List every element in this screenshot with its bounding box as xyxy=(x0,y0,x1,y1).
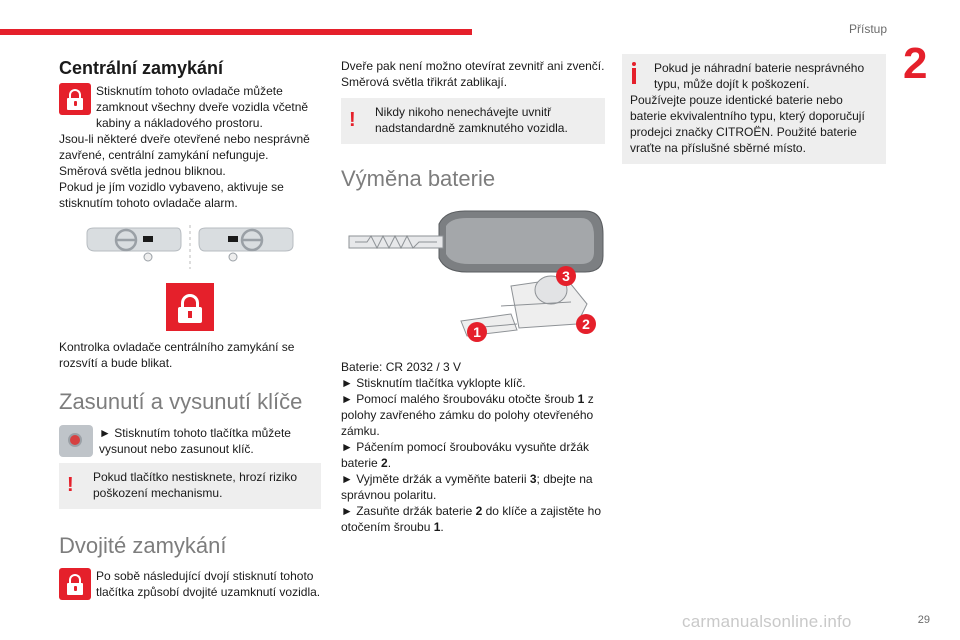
chapter-number: 2 xyxy=(903,39,928,88)
battery-step-5: ► Zasuňte držák baterie 2 do klíče a zajistěte ho otočením šroubu 1. xyxy=(341,504,602,535)
column-right xyxy=(622,54,886,164)
info-icon xyxy=(632,62,636,84)
lock-icon xyxy=(59,83,91,115)
lock-icon xyxy=(59,568,91,600)
key-insert-text: ► Stisknutím tohoto tlačítka můžete vysunout nebo zasunout klíč. xyxy=(99,426,291,457)
double-locking-continued-1: Dveře pak není možno otevírat zevnitř ani zvenčí. xyxy=(341,59,605,73)
column-left xyxy=(59,52,321,602)
battery-heading: Výměna baterie xyxy=(341,166,496,191)
warning-icon: ! xyxy=(67,474,74,497)
door-handles-illustration xyxy=(59,223,321,273)
warning-icon: ! xyxy=(349,109,356,131)
central-text-3: Směrová světla jednou bliknou. xyxy=(59,164,226,178)
section-name: Přístup xyxy=(848,22,887,36)
battery-info-text: Používejte pouze identické baterie nebo baterie ekvivalentního typu, který doporučují prodejci značky CITROËN. Použité baterie vraťte na příslušné sběrné místo. xyxy=(630,93,865,155)
watermark: carmanualsonline.info xyxy=(682,612,852,631)
page-number: 29 xyxy=(917,614,930,626)
svg-text:3: 3 xyxy=(562,268,570,285)
svg-text:1: 1 xyxy=(473,324,481,341)
header-accent-bar xyxy=(0,29,472,35)
central-locking-heading: Centrální zamykání xyxy=(59,58,224,78)
central-caption: Kontrolka ovladače centrálního zamykání se rozsvítí a bude blikat. xyxy=(59,340,295,370)
key-insert-warning: ! Pokud tlačítko nestisknete, hrozí riziko poškození mechanismu. xyxy=(59,463,321,509)
battery-info-note: Pokud je náhradní baterie nesprávného typu, může dojít k poškození. Používejte pouze identické baterie nebo baterie ekvivalentního typu, který doporučují prodejci značky CITROËN. Použité baterie vraťte na příslušné sběrné místo. xyxy=(622,54,886,164)
key-insert-heading: Zasunutí a vysunutí klíče xyxy=(59,389,303,414)
central-locking-warning-lamp xyxy=(166,283,214,331)
battery-step-3: ► Páčením pomocí šroubováku vysuňte držák baterie 2. xyxy=(341,440,589,471)
double-locking-continued-2: Směrová světla třikrát zablikají. xyxy=(341,75,508,89)
battery-step-2: ► Pomocí malého šroubováku otočte šroub 1 z polohy zavřeného zámku do polohy otevřeného zámku. xyxy=(341,392,594,439)
double-locking-text: Po sobě následující dvojí stisknutí tohoto tlačítka způsobí dvojité uzamknutí vozidla. xyxy=(96,568,321,599)
battery-step-4: ► Vyjměte držák a vyměňte baterii 3; dbejte na správnou polaritu. xyxy=(341,472,593,503)
key-battery-illustration xyxy=(341,206,605,351)
central-text-1: Stisknutím tohoto ovladače můžete zamknout všechny dveře vozidla včetně kabiny a nákladového prostoru. xyxy=(96,84,309,130)
central-text-4: Pokud je jím vozidlo vybaveno, aktivuje se stisknutím tohoto ovladače alarm. xyxy=(59,180,284,210)
column-middle xyxy=(341,58,605,535)
battery-step-1: ► Stisknutím tlačítka vyklopte klíč. xyxy=(341,376,526,391)
double-locking-warning: ! Nikdy nikoho nenechávejte uvnitř nadstandardně zamknutého vozidla. xyxy=(341,98,605,144)
double-locking-heading: Dvojité zamykání xyxy=(59,533,227,559)
key-release-button-icon xyxy=(59,425,93,457)
central-text-2: Jsou-li některé dveře otevřené nebo nesprávně zavřené, centrální zamykání nefunguje. xyxy=(59,132,310,162)
svg-text:2: 2 xyxy=(582,316,590,333)
battery-spec: Baterie: CR 2032 / 3 V xyxy=(341,360,462,375)
